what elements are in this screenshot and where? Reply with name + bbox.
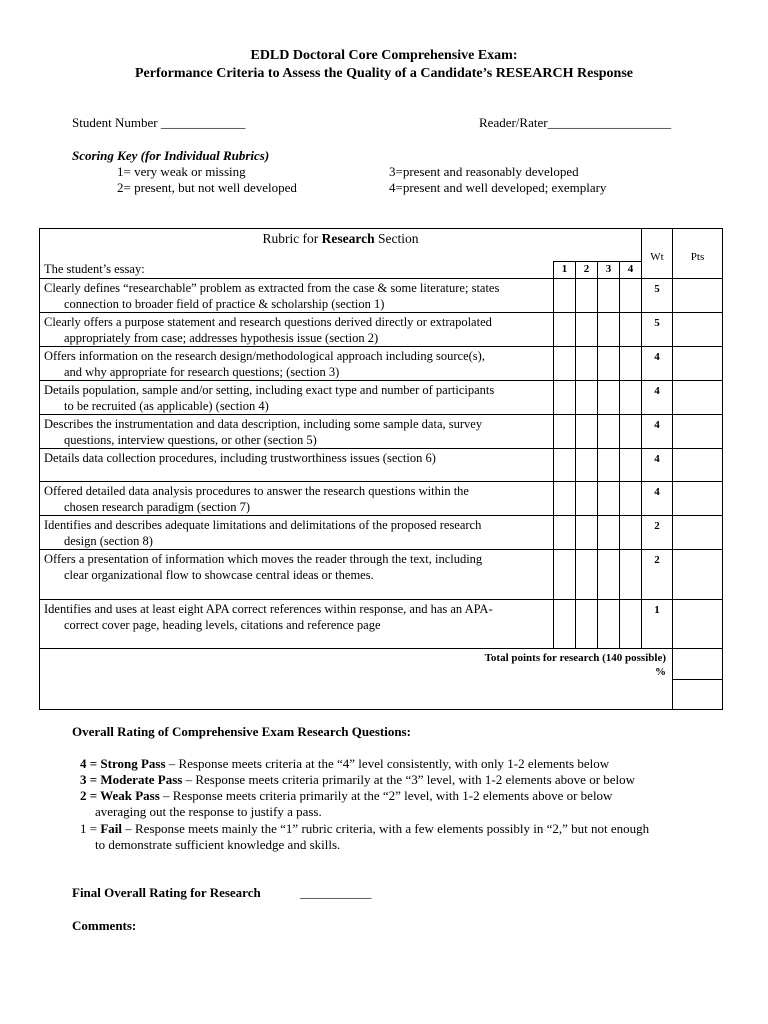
overall-rating-heading: Overall Rating of Comprehensive Exam Research Questions:: [72, 724, 411, 739]
score-cell-2[interactable]: [576, 313, 598, 347]
points-cell[interactable]: [673, 279, 723, 313]
score-cell-4[interactable]: [620, 449, 642, 482]
scoring-key-4: 4=present and well developed; exemplary: [389, 180, 607, 195]
score-cell-2[interactable]: [576, 279, 598, 313]
score-cell-4[interactable]: [620, 415, 642, 449]
total-row: [40, 649, 723, 680]
score-cell-4[interactable]: [620, 482, 642, 516]
weight-value: 4: [642, 415, 673, 449]
score-cell-3[interactable]: [598, 516, 620, 550]
points-cell[interactable]: [673, 313, 723, 347]
points-cell[interactable]: [673, 600, 723, 649]
score-cell-4[interactable]: [620, 550, 642, 600]
score-cell-1[interactable]: [554, 381, 576, 415]
weight-value: 5: [642, 313, 673, 347]
score-header-1: 1: [554, 262, 576, 279]
score-cell-3[interactable]: [598, 482, 620, 516]
score-cell-2[interactable]: [576, 415, 598, 449]
score-cell-3[interactable]: [598, 347, 620, 381]
rubric-row: [40, 347, 723, 381]
total-label: Total points for research (140 possible) %: [40, 649, 673, 710]
score-header-2: 2: [576, 262, 598, 279]
scoring-key-2: 2= present, but not well developed: [117, 180, 297, 195]
rubric-row: [40, 516, 723, 550]
weight-header: Wt: [642, 229, 673, 279]
score-cell-2[interactable]: [576, 550, 598, 600]
points-cell[interactable]: [673, 482, 723, 516]
score-cell-2[interactable]: [576, 381, 598, 415]
score-cell-2[interactable]: [576, 600, 598, 649]
rubric-row: [40, 482, 723, 516]
comments-label: Comments:: [72, 918, 137, 933]
rubric-table: [39, 228, 723, 710]
points-cell[interactable]: [673, 449, 723, 482]
percent-cell[interactable]: [673, 680, 723, 710]
criterion-text: Details population, sample and/or setting, including exact type and number of participants to be recruited (as applicable) (section 4): [40, 381, 554, 415]
student-number-field[interactable]: Student Number _____________: [72, 115, 246, 130]
criterion-text: Details data collection procedures, including trustworthiness issues (section 6): [40, 449, 554, 482]
score-cell-4[interactable]: [620, 279, 642, 313]
points-cell[interactable]: [673, 347, 723, 381]
score-cell-2[interactable]: [576, 347, 598, 381]
points-cell[interactable]: [673, 415, 723, 449]
score-cell-3[interactable]: [598, 600, 620, 649]
weight-value: 2: [642, 550, 673, 600]
rubric-title: Rubric for Research Section: [40, 229, 642, 262]
reader-rater-field[interactable]: Reader/Rater___________________: [479, 115, 672, 130]
score-cell-3[interactable]: [598, 449, 620, 482]
criterion-text: Offered detailed data analysis procedures to answer the research questions within the chosen research paradigm (section 7): [40, 482, 554, 516]
page-subtitle: Performance Criteria to Assess the Quality of a Candidate’s RESEARCH Response: [135, 66, 633, 81]
weight-value: 4: [642, 449, 673, 482]
score-cell-2[interactable]: [576, 449, 598, 482]
score-cell-3[interactable]: [598, 550, 620, 600]
score-cell-1[interactable]: [554, 516, 576, 550]
score-cell-1[interactable]: [554, 449, 576, 482]
weight-value: 1: [642, 600, 673, 649]
score-cell-3[interactable]: [598, 313, 620, 347]
score-cell-4[interactable]: [620, 347, 642, 381]
score-cell-3[interactable]: [598, 279, 620, 313]
score-cell-4[interactable]: [620, 313, 642, 347]
score-cell-3[interactable]: [598, 381, 620, 415]
criterion-text: Offers a presentation of information which moves the reader through the text, including clear organizational flow to showcase central ideas or themes.: [40, 550, 554, 600]
criterion-text: Identifies and uses at least eight APA correct references within response, and has an APA- correct cover page, heading levels, citations and reference page: [40, 600, 554, 649]
score-cell-2[interactable]: [576, 516, 598, 550]
score-header-3: 3: [598, 262, 620, 279]
weight-value: 4: [642, 381, 673, 415]
rating-fail: 1 = Fail – Response meets mainly the “1” rubric criteria, with a few elements possibly in “2,” but not enough: [80, 821, 650, 836]
weight-value: 4: [642, 482, 673, 516]
score-cell-1[interactable]: [554, 347, 576, 381]
scoring-key-title: Scoring Key (for Individual Rubrics): [72, 148, 270, 163]
rubric-row: [40, 449, 723, 482]
rubric-row: [40, 279, 723, 313]
rubric-intro: The student’s essay:: [40, 262, 554, 279]
score-cell-2[interactable]: [576, 482, 598, 516]
rubric-row: [40, 550, 723, 600]
weight-value: 2: [642, 516, 673, 550]
criterion-text: Clearly defines “researchable” problem as extracted from the case & some literature; states connection to broader field of practice & scholarship (section 1): [40, 279, 554, 313]
criterion-text: Offers information on the research design/methodological approach including source(s), and why appropriate for research questions; (section 3): [40, 347, 554, 381]
scoring-key-1: 1= very weak or missing: [117, 164, 246, 179]
final-rating-label: Final Overall Rating for Research: [72, 885, 261, 900]
rubric-row: [40, 415, 723, 449]
score-cell-4[interactable]: [620, 600, 642, 649]
points-cell[interactable]: [673, 550, 723, 600]
rubric-row: [40, 313, 723, 347]
score-cell-1[interactable]: [554, 600, 576, 649]
score-cell-1[interactable]: [554, 415, 576, 449]
weight-value: 4: [642, 347, 673, 381]
score-cell-1[interactable]: [554, 550, 576, 600]
score-cell-3[interactable]: [598, 415, 620, 449]
rating-weak-pass-cont: averaging out the response to justify a pass.: [95, 804, 322, 819]
final-rating-field[interactable]: ___________: [300, 885, 372, 900]
criterion-text: Identifies and describes adequate limitations and delimitations of the proposed research design (section 8): [40, 516, 554, 550]
rubric-row: [40, 600, 723, 649]
scoring-key-3: 3=present and reasonably developed: [389, 164, 579, 179]
score-cell-1[interactable]: [554, 313, 576, 347]
score-header-4: 4: [620, 262, 642, 279]
score-cell-1[interactable]: [554, 482, 576, 516]
points-header: Pts: [673, 229, 723, 279]
score-cell-4[interactable]: [620, 516, 642, 550]
page-title: EDLD Doctoral Core Comprehensive Exam:: [250, 48, 518, 63]
criterion-text: Clearly offers a purpose statement and research questions derived directly or extrapolated appropriately from case; addresses hypothesis issue (section 2): [40, 313, 554, 347]
rating-moderate-pass: 3 = Moderate Pass – Response meets criteria primarily at the “3” level, with 1-2 elements above or below: [80, 772, 636, 787]
rating-fail-cont: to demonstrate sufficient knowledge and skills.: [95, 837, 341, 852]
rating-strong-pass: 4 = Strong Pass – Response meets criteria at the “4” level consistently, with only 1-2 elements below: [80, 756, 610, 771]
points-cell[interactable]: [673, 381, 723, 415]
rating-weak-pass: 2 = Weak Pass – Response meets criteria primarily at the “2” level, with 1-2 elements above or below: [80, 788, 613, 803]
points-cell[interactable]: [673, 516, 723, 550]
score-cell-4[interactable]: [620, 381, 642, 415]
weight-value: 5: [642, 279, 673, 313]
rubric-row: [40, 381, 723, 415]
score-cell-1[interactable]: [554, 279, 576, 313]
total-points-cell[interactable]: [673, 649, 723, 680]
criterion-text: Describes the instrumentation and data description, including some sample data, survey questions, interview questions, or other (section 5): [40, 415, 554, 449]
